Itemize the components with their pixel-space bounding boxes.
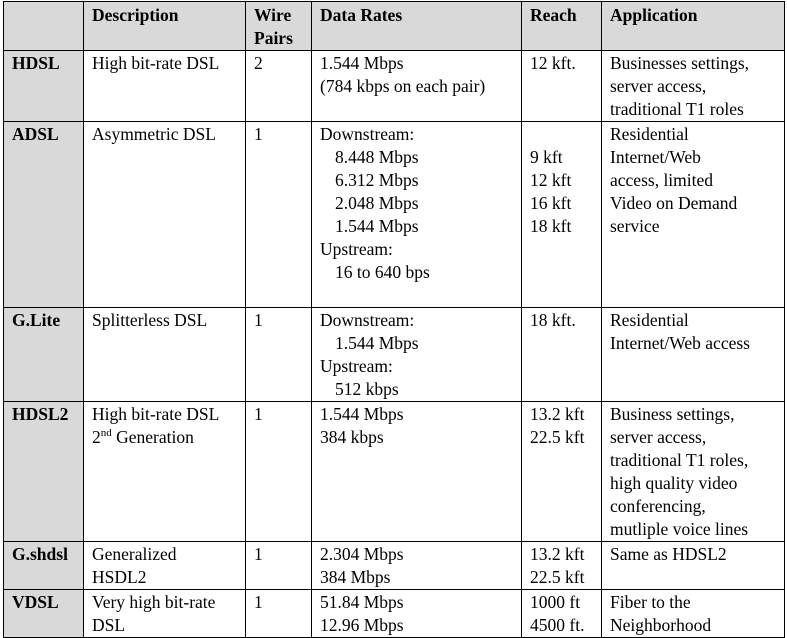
application-cell [602, 308, 785, 402]
application-line: Same as HDSL2 [610, 544, 727, 564]
application-line: traditional T1 roles, [610, 450, 749, 470]
reach-value: 16 kft [530, 193, 572, 213]
reach-value: 18 kft [530, 216, 572, 236]
rate-value: 1.544 Mbps [335, 216, 419, 236]
wire-pairs-cell: 1 [246, 308, 312, 402]
rate-value: 16 to 640 bps [335, 262, 430, 282]
rate-value: 1.544 Mbps [320, 53, 404, 73]
application-line: conferencing, [610, 496, 706, 516]
application-line: service [610, 216, 660, 236]
reach-value: 22.5 kft [530, 567, 585, 587]
header-description: Description [84, 2, 246, 51]
tech-name: G.Lite [4, 308, 84, 402]
application-line: Residential [610, 310, 689, 330]
reach-cell [522, 542, 602, 590]
reach-cell [522, 308, 602, 402]
reach-cell [522, 122, 602, 308]
table-row-hdsl2 [4, 402, 785, 542]
tech-name: ADSL [4, 122, 84, 308]
description-line: Generalized [92, 544, 177, 564]
application-cell [602, 590, 785, 638]
reach-value: 1000 ft [530, 592, 581, 612]
rate-value: 1.544 Mbps [335, 333, 419, 353]
wire-pairs-cell: 1 [246, 590, 312, 638]
data-rates-cell [312, 51, 522, 122]
description-cell: Asymmetric DSL [84, 122, 246, 308]
tech-name: VDSL [4, 590, 84, 638]
reach-value: 12 kft. [530, 53, 576, 73]
description-cell [84, 402, 246, 542]
application-line: Video on Demand [610, 193, 738, 213]
application-line: traditional T1 roles [610, 99, 744, 119]
tech-name: HDSL [4, 51, 84, 122]
rate-value: 12.96 Mbps [320, 615, 404, 635]
header-wire-pairs: Wire Pairs [246, 2, 312, 51]
rate-value: 8.448 Mbps [335, 147, 419, 167]
reach-cell [522, 51, 602, 122]
description-cell: Splitterless DSL [84, 308, 246, 402]
data-rates-cell [312, 122, 522, 308]
application-cell [602, 402, 785, 542]
rate-value: (784 kbps on each pair) [320, 76, 486, 96]
description-cell [84, 542, 246, 590]
application-cell [602, 122, 785, 308]
tech-name: G.shdsl [4, 542, 84, 590]
header-data-rates: Data Rates [312, 2, 522, 51]
reach-value: 18 kft. [530, 310, 576, 330]
header-technology [4, 2, 84, 51]
reach-cell [522, 402, 602, 542]
table-row-gshdsl [4, 542, 785, 590]
table-row-glite [4, 308, 785, 402]
reach-value: 22.5 kft [530, 427, 585, 447]
rate-value: 1.544 Mbps [320, 404, 404, 424]
table-row-vdsl [4, 590, 785, 638]
data-rates-cell [312, 308, 522, 402]
rate-value: 512 kbps [335, 379, 399, 399]
wire-pairs-cell: 1 [246, 402, 312, 542]
upstream-label: Upstream: [320, 239, 393, 259]
reach-value: 9 kft [530, 147, 563, 167]
rate-value: 51.84 Mbps [320, 592, 404, 612]
reach-value: 4500 ft. [530, 615, 585, 635]
data-rates-cell [312, 590, 522, 638]
description-line: HSDL2 [92, 567, 147, 587]
application-line: Internet/Web access [610, 333, 750, 353]
reach-value: 13.2 kft [530, 544, 585, 564]
description-rest: Generation [111, 427, 194, 447]
description-line: High bit-rate DSL [92, 404, 220, 424]
rate-value: 2.048 Mbps [335, 193, 419, 213]
application-line: Neighborhood [610, 615, 712, 635]
description-cell [84, 590, 246, 638]
wire-pairs-cell: 2 [246, 51, 312, 122]
table-row-hdsl [4, 51, 785, 122]
dsl-comparison-table [3, 1, 785, 638]
application-line: server access, [610, 76, 707, 96]
description-line: DSL [92, 615, 126, 635]
application-line: access, limited [610, 170, 714, 190]
application-line: Fiber to the [610, 592, 691, 612]
header-application: Application [602, 2, 785, 51]
rate-value: 6.312 Mbps [335, 170, 419, 190]
downstream-label: Downstream: [320, 310, 415, 330]
table-row-adsl [4, 122, 785, 308]
application-line: high quality video [610, 473, 738, 493]
description-superscript: nd [100, 427, 112, 440]
application-line: server access, [610, 427, 707, 447]
rate-value: 384 Mbps [320, 567, 391, 587]
application-line: Internet/Web [610, 147, 701, 167]
application-line: Business settings, [610, 404, 735, 424]
header-reach: Reach [522, 2, 602, 51]
description-line [92, 426, 241, 449]
header-row [4, 2, 785, 51]
data-rates-cell [312, 542, 522, 590]
application-line: Businesses settings, [610, 53, 750, 73]
rate-value: 384 kbps [320, 427, 384, 447]
tech-name: HDSL2 [4, 402, 84, 542]
description-cell: High bit-rate DSL [84, 51, 246, 122]
application-line: mutliple voice lines [610, 519, 749, 539]
upstream-label: Upstream: [320, 356, 393, 376]
application-cell [602, 542, 785, 590]
wire-pairs-cell: 1 [246, 542, 312, 590]
application-cell [602, 51, 785, 122]
reach-cell [522, 590, 602, 638]
data-rates-cell [312, 402, 522, 542]
rate-value: 2.304 Mbps [320, 544, 404, 564]
description-number: 2 [92, 427, 101, 447]
reach-value: 12 kft [530, 170, 572, 190]
reach-value: 13.2 kft [530, 404, 585, 424]
downstream-label: Downstream: [320, 124, 415, 144]
application-line: Residential [610, 124, 689, 144]
description-line: Very high bit-rate [92, 592, 216, 612]
wire-pairs-cell: 1 [246, 122, 312, 308]
